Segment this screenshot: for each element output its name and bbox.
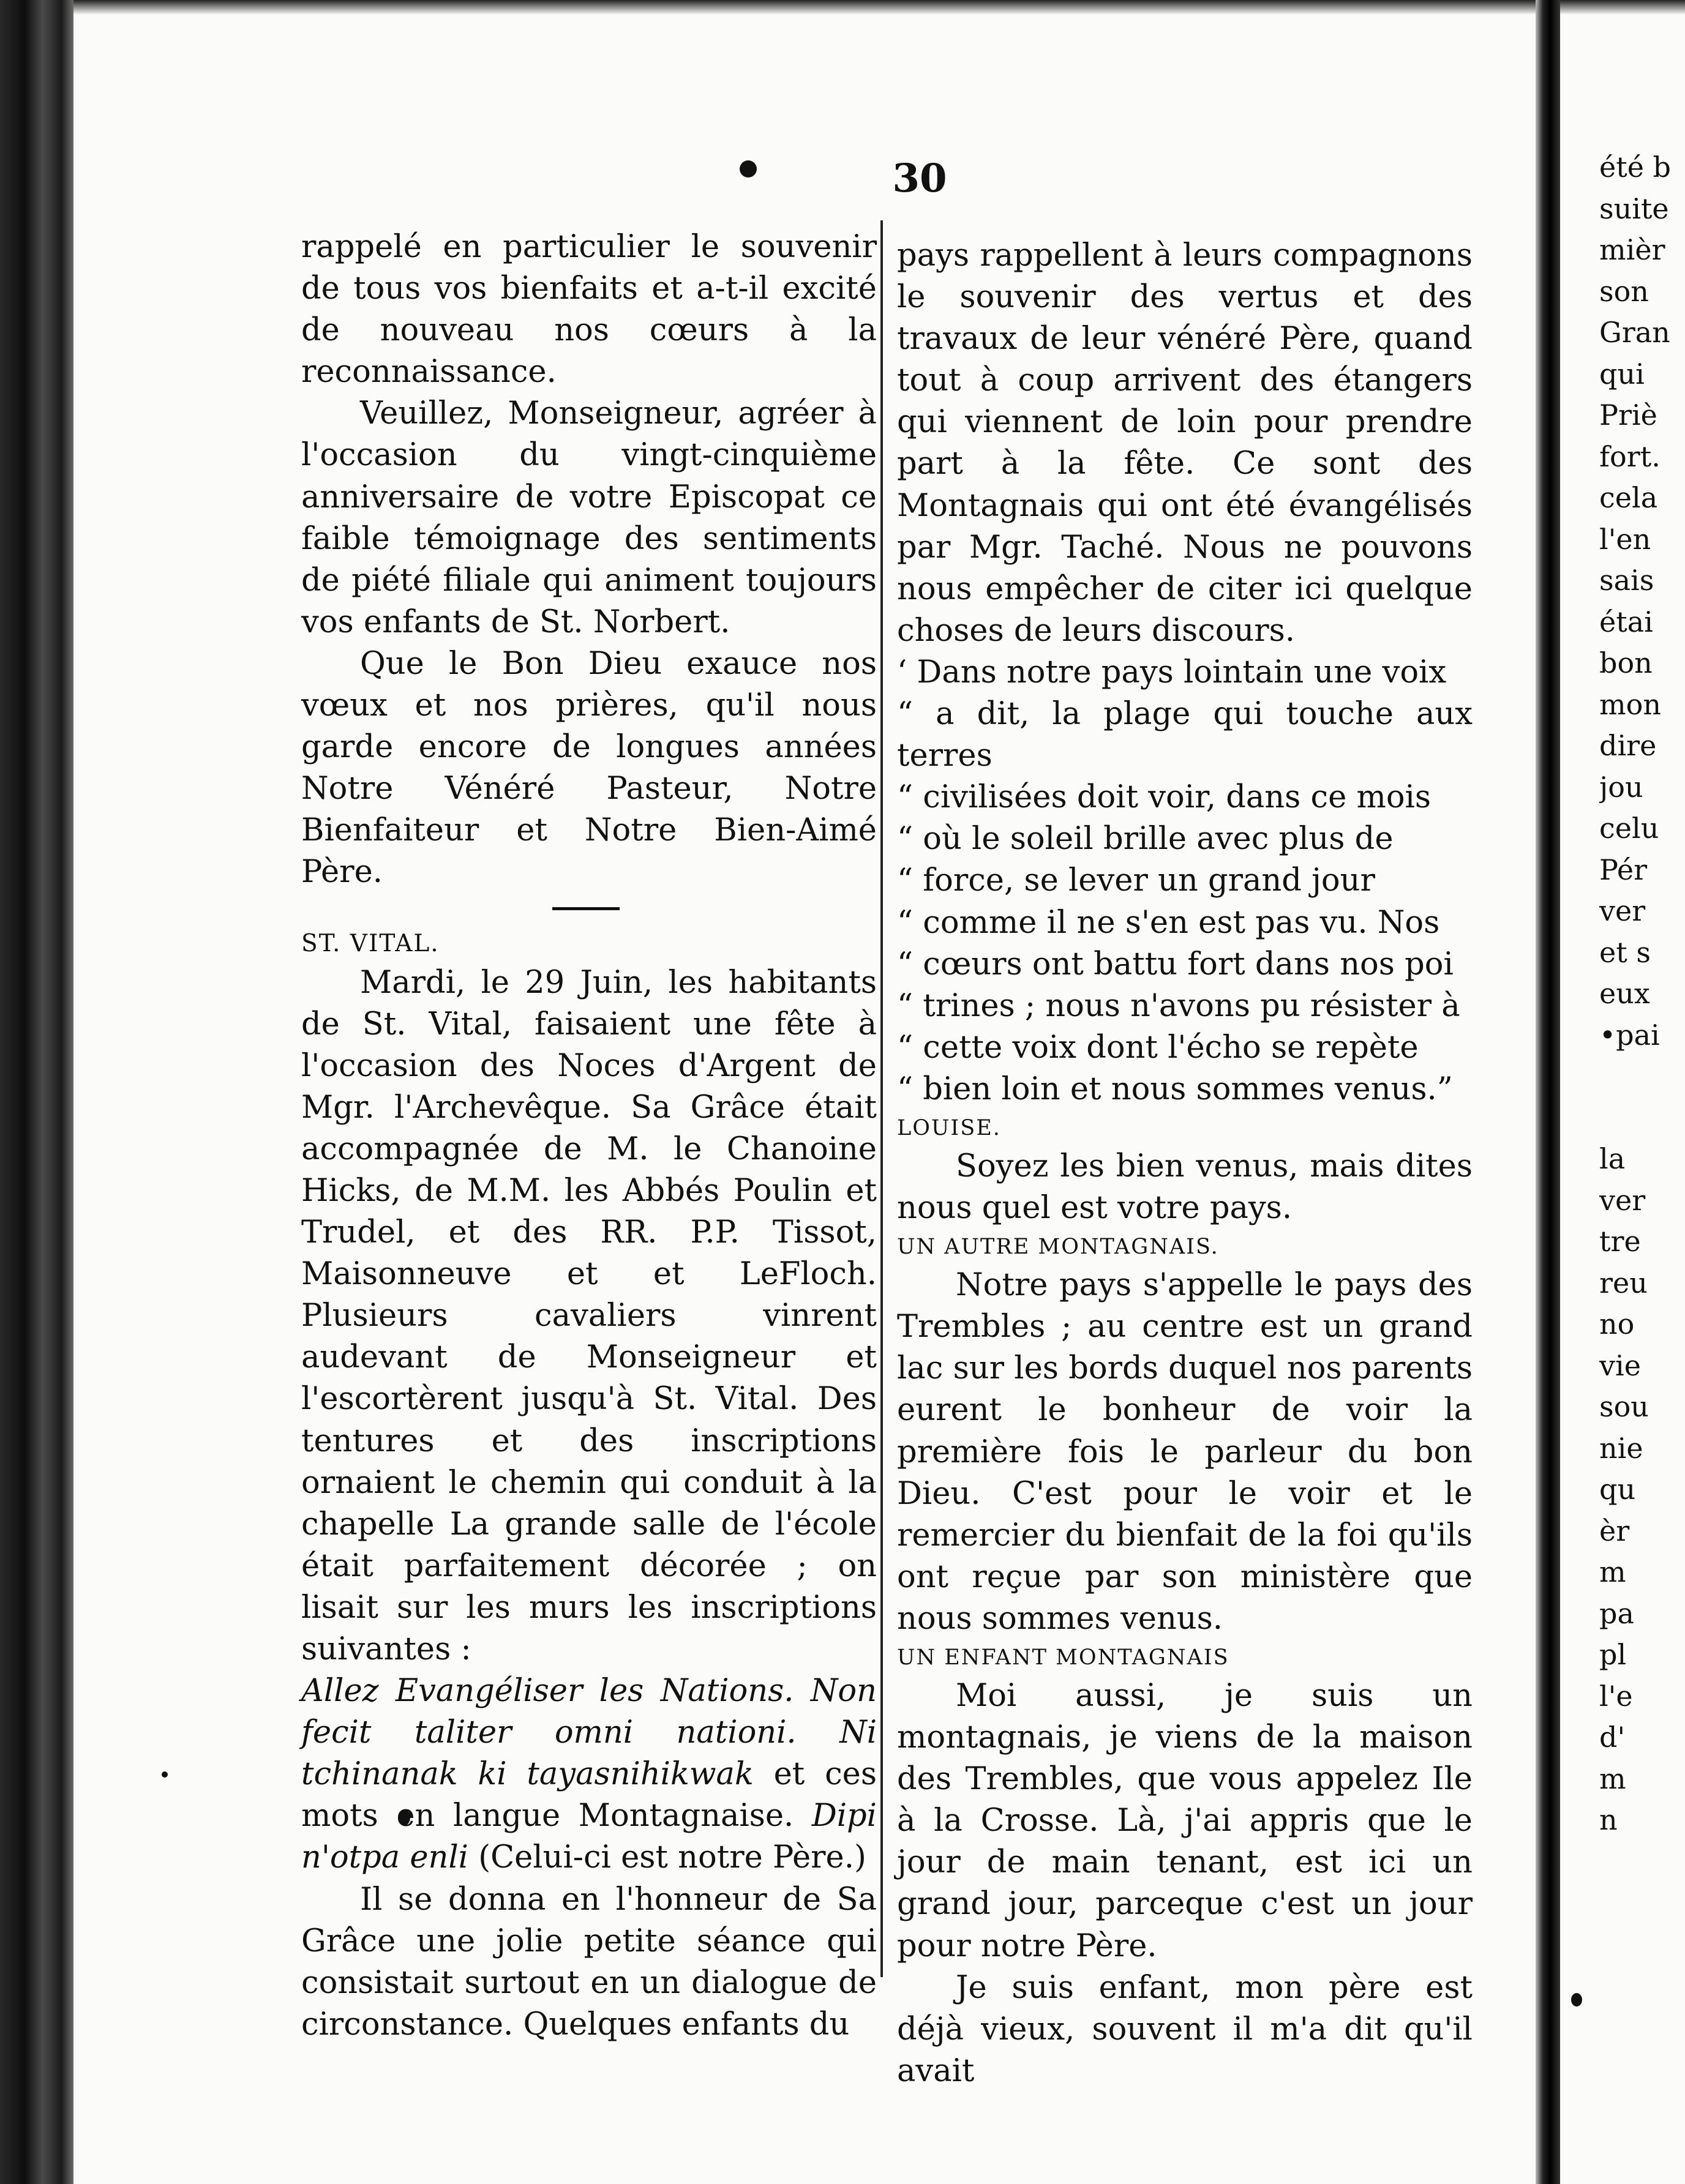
fragment-line: cela	[1599, 481, 1658, 514]
fragment-line: et s	[1599, 935, 1651, 969]
fragment-line: qui	[1599, 357, 1645, 391]
fragment-line: sais	[1599, 564, 1654, 597]
section-rule	[301, 894, 877, 926]
fragment-line: Priè	[1599, 398, 1657, 432]
next-page-fragment	[1599, 147, 1685, 1841]
fragment-line: m	[1599, 1762, 1626, 1795]
text-span: et ces mots en langue Montagnaise.	[301, 1756, 877, 1834]
paragraph: Il se donna en l'honneur de Sa Grâce une jolie petite séance qui consistait surtout en un dialogue de circonstance. Quelques enfants du	[301, 1881, 877, 2043]
fragment-line: ver	[1599, 894, 1646, 927]
fragment-line: d'	[1599, 1721, 1626, 1754]
fragment-line: sou	[1599, 1390, 1649, 1423]
fragment-line: pl	[1599, 1638, 1627, 1671]
fragment-line: dire	[1599, 729, 1657, 762]
quote-line: ‘ Dans notre pays lointain une voix	[897, 654, 1447, 690]
fragment-line	[1599, 1098, 1685, 1139]
fragment-line: Pér	[1599, 853, 1648, 886]
paragraph: pays rappellent à leurs compagnons le souvenir des vertus et des travaux de leur vénéré Père, quand tout à coup arrivent des étangers qui viennent de loin pour prendre part à la fête. Ce sont des Montagnais qui ont été évangélisés par Mgr. Taché. Nous ne pouvons nous empêcher de citer ici quelque choses de leurs discours.	[897, 237, 1473, 649]
quoted-speech	[897, 652, 1473, 1110]
fragment-line: tre	[1599, 1225, 1641, 1258]
fragment-line: no	[1599, 1307, 1635, 1341]
italic-text: Allez Evangéliser les Nations. Non fecit taliter omni nationi. Ni tchinanak ki tayasnihikwak	[301, 1673, 877, 1793]
fragment-line: celu	[1599, 812, 1659, 845]
fragment-line: jou	[1599, 770, 1643, 804]
section-heading: UN ENFANT MONTAGNAIS	[897, 1645, 1229, 1670]
fragment-line: bon	[1599, 646, 1653, 679]
fragment-line: mon	[1599, 687, 1661, 721]
italic-text: Dipi n'otpa enli	[301, 1798, 877, 1876]
quote-line: “ a dit, la plage qui touche aux terres	[897, 696, 1473, 774]
fragment-line: fort.	[1599, 439, 1661, 473]
section-heading: UN AUTRE MONTAGNAIS.	[897, 1235, 1219, 1260]
paragraph: Mardi, le 29 Juin, les habitants de St. Vital, faisaient une fête à l'occasion des Noces d'Argent de Mgr. l'Archevêque. Sa Grâce était accompagnée de M. le Chanoine Hicks, de M.M. les Abbés Poulin et Trudel, et des RR. P.P. Tissot, Maisonneuve et et LeFloch. Plusieurs cavaliers vinrent audevant de Monseigneur et l'escortèrent jusqu'à St. Vital. Des tentures et des inscriptions ornaient le chemin qui conduit à la chapelle La grande salle de l'école était parfaitement décorée ; on lisait sur les murs les inscriptions suivantes :	[301, 964, 877, 1667]
left-column	[301, 226, 877, 2046]
quote-line: “ cœurs ont battu fort dans nos poi	[897, 946, 1454, 982]
fragment-line: la	[1599, 1142, 1626, 1175]
ink-speck	[1571, 1993, 1582, 2006]
top-edge-shadow	[0, 0, 1685, 15]
paragraph	[301, 1670, 877, 1879]
fragment-line: mièr	[1599, 233, 1665, 266]
paragraph: Soyez les bien venus, mais dites nous quel est votre pays.	[897, 1148, 1473, 1227]
fragment-line: été b	[1599, 151, 1671, 184]
middle-column	[897, 235, 1473, 2092]
binding-edge-left	[0, 0, 73, 2184]
binding-gutter	[1536, 0, 1560, 2184]
fragment-line: qu	[1599, 1473, 1636, 1506]
quote-line: “ force, se lever un grand jour	[897, 862, 1375, 899]
ink-speck	[740, 160, 757, 178]
fragment-line: n	[1599, 1803, 1618, 1836]
fragment-line: reu	[1599, 1266, 1648, 1300]
fragment-line: Gran	[1599, 316, 1670, 349]
fragment-line: •pai	[1599, 1018, 1660, 1052]
fragment-line: suite	[1599, 192, 1669, 225]
quote-line: “ bien loin et nous sommes venus.”	[897, 1071, 1453, 1107]
column-divider	[880, 220, 883, 1977]
paragraph: Veuillez, Monseigneur, agréer à l'occasion du vingt-cinquième anniversaire de votre Episcopat ce faible témoignage des sentiments de piété filiale qui animent toujours vos enfants de St. Norbert.	[301, 395, 877, 640]
page-number: 30	[892, 155, 947, 201]
fragment-line: vie	[1599, 1348, 1641, 1382]
paragraph: Moi aussi, je suis un montagnais, je viens de la maison des Trembles, que vous appelez Ile à la Crosse. Là, j'ai appris que le jour de main tenant, est ici un grand jour, parceque c'est un jour pour notre Père.	[897, 1678, 1473, 1964]
fragment-line: ver	[1599, 1183, 1646, 1217]
paragraph: Notre pays s'appelle le pays des Trembles ; au centre est un grand lac sur les bords duquel nos parents eurent le bonheur de voir la première fois le parleur du bon Dieu. C'est pour le voir et le remercier du bienfait de la foi qu'ils ont reçue par son ministère que nous sommes venus.	[897, 1267, 1473, 1637]
section-heading: LOUISE.	[897, 1115, 1001, 1140]
text-span: (Celui-ci est notre Père.)	[468, 1839, 866, 1876]
paragraph: Que le Bon Dieu exauce nos vœux et nos prières, qu'il nous garde encore de longues années Notre Vénéré Pasteur, Notre Bienfaiteur et Notre Bien-Aimé Père.	[301, 645, 877, 891]
fragment-line: èr	[1599, 1514, 1630, 1547]
quote-line: “ où le soleil brille avec plus de	[897, 821, 1394, 858]
fragment-line: eux	[1599, 977, 1650, 1010]
fragment-line: nie	[1599, 1431, 1643, 1465]
quote-line: “ cette voix dont l'écho se repète	[897, 1029, 1419, 1066]
fragment-line	[1599, 1056, 1685, 1098]
paragraph: rappelé en particulier le souvenir de tous vos bienfaits et a-t-il excité de nouveau nos cœurs à la reconnaissance.	[301, 229, 877, 391]
fragment-line: son	[1599, 274, 1649, 308]
ink-speck	[162, 1771, 168, 1778]
quote-line: “ comme il ne s'en est pas vu. Nos	[897, 904, 1440, 941]
quote-line: “ trines ; nous n'avons pu résister à	[897, 987, 1460, 1024]
fragment-line: l'en	[1599, 522, 1651, 556]
paragraph: Je suis enfant, mon père est déjà vieux, souvent il m'a dit qu'il avait	[897, 1969, 1473, 2089]
fragment-line: m	[1599, 1555, 1626, 1588]
quote-line: “ civilisées doit voir, dans ce mois	[897, 779, 1432, 816]
section-heading: ST. VITAL.	[301, 929, 440, 957]
fragment-line: l'e	[1599, 1679, 1633, 1713]
fragment-line: pa	[1599, 1596, 1634, 1630]
fragment-line: étai	[1599, 605, 1653, 638]
